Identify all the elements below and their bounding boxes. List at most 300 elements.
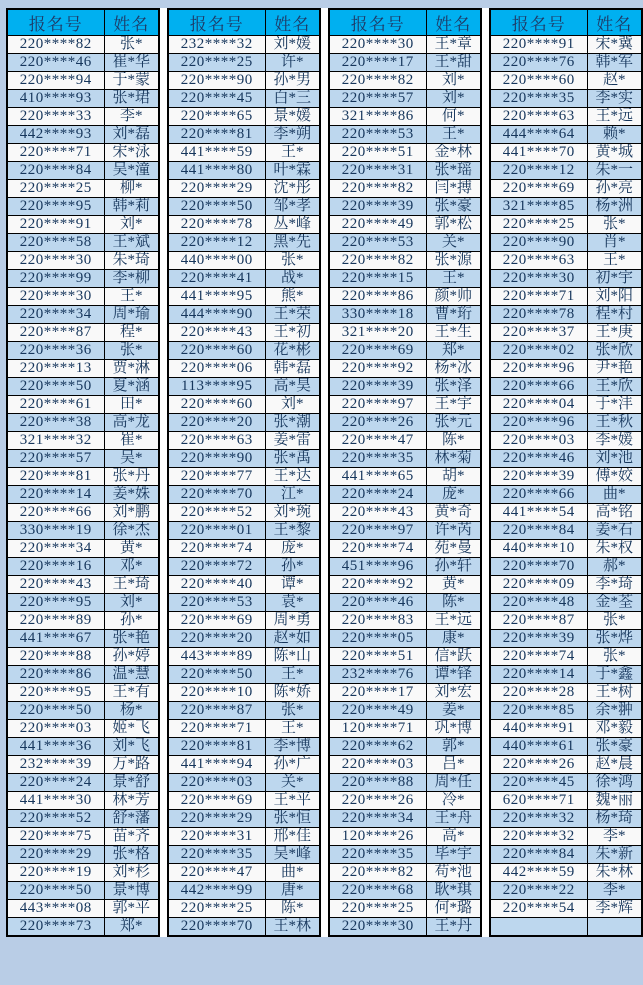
registration-id-cell: 220****40 xyxy=(168,576,265,594)
registration-id-cell: 220****03 xyxy=(490,432,587,450)
table-row xyxy=(168,216,320,234)
table-row xyxy=(168,144,320,162)
registration-id-cell: 220****63 xyxy=(490,108,587,126)
name-cell: 张*潮 xyxy=(265,414,320,432)
registration-id-cell: 321****32 xyxy=(7,432,104,450)
registration-id-cell: 440****00 xyxy=(168,252,265,270)
header-name: 姓名 xyxy=(265,9,320,36)
registration-id-cell: 220****17 xyxy=(329,684,426,702)
table-row xyxy=(490,738,642,756)
table-row xyxy=(329,504,481,522)
registration-id-cell: 220****82 xyxy=(329,180,426,198)
table-row xyxy=(168,90,320,108)
name-cell: 刘*媛 xyxy=(265,36,320,54)
table-row xyxy=(7,522,159,540)
name-cell: 黄*奇 xyxy=(426,504,481,522)
name-cell: 万*路 xyxy=(104,756,159,774)
table-row xyxy=(168,180,320,198)
table-row xyxy=(168,198,320,216)
name-cell: 王*丹 xyxy=(426,918,481,937)
registration-id-cell: 220****99 xyxy=(7,270,104,288)
registration-id-cell: 220****15 xyxy=(329,270,426,288)
registration-id-cell: 220****43 xyxy=(7,576,104,594)
table-row xyxy=(490,648,642,666)
table-row xyxy=(490,576,642,594)
name-cell: 苑*曼 xyxy=(426,540,481,558)
registration-id-cell: 220****47 xyxy=(168,864,265,882)
table-row xyxy=(329,612,481,630)
name-cell: 孙*婷 xyxy=(104,648,159,666)
name-cell: 赵*晨 xyxy=(587,756,642,774)
table-row xyxy=(490,684,642,702)
registration-id-cell: 441****94 xyxy=(168,756,265,774)
registration-id-cell: 220****61 xyxy=(7,396,104,414)
registration-id-cell: 220****92 xyxy=(329,576,426,594)
registration-id-cell: 220****30 xyxy=(490,270,587,288)
registration-id-cell: 220****30 xyxy=(329,36,426,54)
name-cell: 徐*杰 xyxy=(104,522,159,540)
name-cell: 郑* xyxy=(426,342,481,360)
table-row xyxy=(168,414,320,432)
table-row xyxy=(329,918,481,937)
table-row xyxy=(329,702,481,720)
table-row xyxy=(168,792,320,810)
table-row xyxy=(7,252,159,270)
registration-id-cell: 220****35 xyxy=(329,846,426,864)
table-row xyxy=(168,558,320,576)
registration-id-cell: 120****26 xyxy=(329,828,426,846)
table-row xyxy=(168,594,320,612)
registration-id-cell: 220****87 xyxy=(490,612,587,630)
table-row xyxy=(7,270,159,288)
table-row xyxy=(329,540,481,558)
table-row xyxy=(329,648,481,666)
header-row xyxy=(168,9,320,36)
registration-id-cell: 220****82 xyxy=(329,72,426,90)
name-cell: 陈*娇 xyxy=(265,684,320,702)
table-row xyxy=(490,342,642,360)
name-cell: 王*章 xyxy=(426,36,481,54)
name-cell: 杨*冰 xyxy=(426,360,481,378)
name-cell: 周*勇 xyxy=(265,612,320,630)
name-cell: 朱*林 xyxy=(587,864,642,882)
table-row xyxy=(7,666,159,684)
registration-id-cell: 220****63 xyxy=(490,252,587,270)
name-cell: 李*博 xyxy=(265,738,320,756)
registration-id-cell: 220****82 xyxy=(329,252,426,270)
registration-table-3 xyxy=(328,8,482,937)
table-row xyxy=(168,450,320,468)
table-row xyxy=(329,468,481,486)
name-cell: 许* xyxy=(265,54,320,72)
registration-id-cell: 220****69 xyxy=(168,792,265,810)
table-row xyxy=(7,180,159,198)
name-cell: 于*鑫 xyxy=(587,666,642,684)
registration-id-cell: 220****81 xyxy=(168,738,265,756)
registration-id-cell: 220****71 xyxy=(168,720,265,738)
registration-id-cell: 220****96 xyxy=(490,360,587,378)
name-cell: 陈* xyxy=(265,900,320,918)
table-row xyxy=(490,378,642,396)
table-row xyxy=(7,594,159,612)
table-row xyxy=(168,504,320,522)
name-cell: 景*博 xyxy=(104,882,159,900)
table-row xyxy=(7,432,159,450)
name-cell: 赖* xyxy=(587,126,642,144)
table-row xyxy=(490,396,642,414)
table-row xyxy=(168,360,320,378)
name-cell: 尹*艳 xyxy=(587,360,642,378)
name-cell: 王* xyxy=(426,270,481,288)
registration-id-cell: 220****81 xyxy=(7,468,104,486)
registration-id-cell: 321****86 xyxy=(329,108,426,126)
name-cell: 刘*杉 xyxy=(104,864,159,882)
registration-id-cell: 220****50 xyxy=(7,702,104,720)
header-row xyxy=(490,9,642,36)
table-row xyxy=(329,270,481,288)
registration-id-cell: 220****88 xyxy=(7,648,104,666)
name-cell: 叶*霖 xyxy=(265,162,320,180)
name-cell: 关* xyxy=(265,774,320,792)
registration-id-cell: 220****02 xyxy=(490,342,587,360)
name-cell: 刘*飞 xyxy=(104,738,159,756)
table-row xyxy=(329,828,481,846)
registration-id-cell: 220****31 xyxy=(329,162,426,180)
registration-id-cell: 220****75 xyxy=(7,828,104,846)
table-row xyxy=(490,144,642,162)
name-cell: 黄*城 xyxy=(587,144,642,162)
registration-id-cell: 220****35 xyxy=(490,90,587,108)
name-cell: 李* xyxy=(587,828,642,846)
name-cell: 朱*权 xyxy=(587,540,642,558)
table-row xyxy=(490,504,642,522)
registration-id-cell: 220****46 xyxy=(490,450,587,468)
name-cell: 康* xyxy=(426,630,481,648)
table-row xyxy=(329,306,481,324)
name-cell: 邓*毅 xyxy=(587,720,642,738)
registration-id-cell: 220****91 xyxy=(490,36,587,54)
table-row xyxy=(168,882,320,900)
registration-id-cell: 220****03 xyxy=(168,774,265,792)
name-cell: 杨*琦 xyxy=(587,810,642,828)
table-row xyxy=(7,396,159,414)
table-row xyxy=(490,846,642,864)
registration-id-cell: 220****69 xyxy=(168,612,265,630)
name-cell: 张* xyxy=(265,702,320,720)
name-cell: 熊* xyxy=(265,288,320,306)
registration-id-cell: 220****39 xyxy=(490,630,587,648)
table-row xyxy=(168,162,320,180)
table-row xyxy=(168,396,320,414)
registration-id-cell: 220****71 xyxy=(490,288,587,306)
header-name: 姓名 xyxy=(426,9,481,36)
name-cell: 张*恒 xyxy=(265,810,320,828)
registration-id-cell xyxy=(490,918,587,937)
name-cell: 唐* xyxy=(265,882,320,900)
name-cell: 周*任 xyxy=(426,774,481,792)
table-row xyxy=(329,144,481,162)
name-cell: 郝* xyxy=(587,558,642,576)
registration-id-cell: 220****46 xyxy=(329,594,426,612)
name-cell: 黑*先 xyxy=(265,234,320,252)
name-cell: 邢*佳 xyxy=(265,828,320,846)
registration-id-cell: 113****95 xyxy=(168,378,265,396)
registration-id-cell: 220****32 xyxy=(490,828,587,846)
table-row xyxy=(168,846,320,864)
name-cell: 张* xyxy=(104,342,159,360)
table-row xyxy=(168,378,320,396)
name-cell: 胡* xyxy=(426,468,481,486)
registration-id-cell: 220****82 xyxy=(329,864,426,882)
table-row xyxy=(490,666,642,684)
table-row xyxy=(7,792,159,810)
registration-id-cell: 444****64 xyxy=(490,126,587,144)
table-row xyxy=(490,522,642,540)
name-cell: 刘* xyxy=(265,396,320,414)
table-row xyxy=(7,54,159,72)
registration-id-cell: 220****83 xyxy=(329,612,426,630)
name-cell: 周*瑜 xyxy=(104,306,159,324)
registration-id-cell: 220****35 xyxy=(168,846,265,864)
registration-id-cell: 220****97 xyxy=(329,396,426,414)
table-row xyxy=(490,54,642,72)
table-row xyxy=(168,810,320,828)
registration-id-cell: 220****14 xyxy=(7,486,104,504)
name-cell: 赵* xyxy=(587,72,642,90)
name-cell: 战* xyxy=(265,270,320,288)
name-cell: 夏*涵 xyxy=(104,378,159,396)
registration-id-cell: 220****39 xyxy=(490,468,587,486)
name-cell: 张*元 xyxy=(426,414,481,432)
name-cell: 邓* xyxy=(104,558,159,576)
name-cell: 谭*铎 xyxy=(426,666,481,684)
table-row xyxy=(168,738,320,756)
registration-id-cell: 220****39 xyxy=(329,378,426,396)
name-cell: 江* xyxy=(265,486,320,504)
registration-id-cell: 220****09 xyxy=(490,576,587,594)
registration-id-cell: 220****35 xyxy=(329,450,426,468)
name-cell: 宋*冀 xyxy=(587,36,642,54)
registration-id-cell: 220****78 xyxy=(168,216,265,234)
header-registration-id: 报名号 xyxy=(7,9,104,36)
table-row xyxy=(329,630,481,648)
registration-id-cell: 220****16 xyxy=(7,558,104,576)
name-cell: 李*朔 xyxy=(265,126,320,144)
table-row xyxy=(168,666,320,684)
name-cell: 程*村 xyxy=(587,306,642,324)
name-cell: 王*斌 xyxy=(104,234,159,252)
table-row xyxy=(168,72,320,90)
registration-id-cell: 220****95 xyxy=(7,684,104,702)
name-cell: 杨* xyxy=(104,702,159,720)
registration-id-cell: 232****76 xyxy=(329,666,426,684)
registration-id-cell: 220****51 xyxy=(329,144,426,162)
registration-id-cell: 330****18 xyxy=(329,306,426,324)
name-cell: 庞* xyxy=(426,486,481,504)
name-cell: 王*欣 xyxy=(587,378,642,396)
table-row xyxy=(329,684,481,702)
registration-id-cell: 220****01 xyxy=(168,522,265,540)
name-cell: 吴*峰 xyxy=(265,846,320,864)
name-cell: 姬*飞 xyxy=(104,720,159,738)
name-cell: 张*珺 xyxy=(104,90,159,108)
name-cell: 张*泽 xyxy=(426,378,481,396)
registration-id-cell: 220****69 xyxy=(490,180,587,198)
registration-id-cell: 220****26 xyxy=(490,756,587,774)
name-cell: 孙* xyxy=(265,558,320,576)
table-row xyxy=(490,72,642,90)
registration-id-cell: 220****66 xyxy=(490,378,587,396)
name-cell: 许*芮 xyxy=(426,522,481,540)
registration-id-cell: 442****59 xyxy=(490,864,587,882)
name-cell: 孙*亮 xyxy=(587,180,642,198)
table-row xyxy=(7,90,159,108)
registration-id-cell: 220****03 xyxy=(7,720,104,738)
name-cell: 王*秋 xyxy=(587,414,642,432)
table-row xyxy=(7,324,159,342)
table-row xyxy=(7,288,159,306)
name-cell: 魏*丽 xyxy=(587,792,642,810)
registration-id-cell: 220****17 xyxy=(329,54,426,72)
registration-id-cell: 220****34 xyxy=(7,540,104,558)
registration-id-cell: 220****45 xyxy=(168,90,265,108)
name-cell: 姜*石 xyxy=(587,522,642,540)
table-row xyxy=(490,198,642,216)
registration-id-cell: 220****30 xyxy=(7,252,104,270)
table-row xyxy=(490,594,642,612)
registration-id-cell: 220****70 xyxy=(490,558,587,576)
name-cell: 傅*姣 xyxy=(587,468,642,486)
table-row xyxy=(7,684,159,702)
table-row xyxy=(490,630,642,648)
name-cell: 朱*新 xyxy=(587,846,642,864)
registration-id-cell: 220****91 xyxy=(7,216,104,234)
registration-id-cell: 220****43 xyxy=(329,504,426,522)
table-row xyxy=(329,108,481,126)
name-cell: 刘* xyxy=(104,594,159,612)
table-row xyxy=(7,198,159,216)
table-row xyxy=(490,216,642,234)
name-cell: 刘* xyxy=(426,90,481,108)
registration-id-cell: 410****93 xyxy=(7,90,104,108)
name-cell: 张*格 xyxy=(104,846,159,864)
registration-id-cell: 442****93 xyxy=(7,126,104,144)
table-row xyxy=(168,54,320,72)
registration-id-cell: 440****10 xyxy=(490,540,587,558)
registration-id-cell: 220****10 xyxy=(168,684,265,702)
registration-id-cell: 220****86 xyxy=(7,666,104,684)
table-row xyxy=(168,36,320,54)
table-row xyxy=(7,414,159,432)
registration-id-cell: 220****50 xyxy=(168,198,265,216)
table-row xyxy=(329,486,481,504)
name-cell: 肖* xyxy=(587,234,642,252)
table-row xyxy=(168,612,320,630)
name-cell: 崔*华 xyxy=(104,54,159,72)
registration-id-cell: 321****20 xyxy=(329,324,426,342)
table-row xyxy=(490,126,642,144)
table-row xyxy=(168,774,320,792)
registration-id-cell: 220****48 xyxy=(490,594,587,612)
name-cell: 张* xyxy=(104,36,159,54)
registration-id-cell: 220****50 xyxy=(7,882,104,900)
table-row xyxy=(329,594,481,612)
table-row xyxy=(490,90,642,108)
header-registration-id: 报名号 xyxy=(490,9,587,36)
name-cell: 王* xyxy=(426,126,481,144)
name-cell: 景*媛 xyxy=(265,108,320,126)
registration-id-cell: 441****65 xyxy=(329,468,426,486)
name-cell: 曹*珩 xyxy=(426,306,481,324)
table-row xyxy=(490,540,642,558)
name-cell: 贾*淋 xyxy=(104,360,159,378)
table-row xyxy=(329,72,481,90)
registration-id-cell: 220****82 xyxy=(7,36,104,54)
name-cell: 程* xyxy=(104,324,159,342)
name-cell: 李*辉 xyxy=(587,900,642,918)
registration-id-cell: 220****26 xyxy=(329,414,426,432)
name-cell: 沈*彤 xyxy=(265,180,320,198)
name-cell: 孙*广 xyxy=(265,756,320,774)
registration-id-cell: 220****97 xyxy=(329,522,426,540)
name-cell: 张* xyxy=(587,216,642,234)
registration-id-cell: 220****72 xyxy=(168,558,265,576)
table-row xyxy=(168,756,320,774)
table-row xyxy=(490,774,642,792)
table-row xyxy=(7,738,159,756)
table-row xyxy=(7,648,159,666)
table-row xyxy=(490,234,642,252)
registration-id-cell: 220****86 xyxy=(329,288,426,306)
name-cell: 徐*鸿 xyxy=(587,774,642,792)
registration-id-cell: 220****92 xyxy=(329,360,426,378)
registration-id-cell: 441****36 xyxy=(7,738,104,756)
registration-id-cell: 620****71 xyxy=(490,792,587,810)
table-row xyxy=(329,414,481,432)
registration-id-cell: 220****53 xyxy=(329,234,426,252)
registration-id-cell: 451****96 xyxy=(329,558,426,576)
registration-id-cell: 220****19 xyxy=(7,864,104,882)
table-row xyxy=(329,378,481,396)
table-row xyxy=(7,846,159,864)
table-row xyxy=(490,864,642,882)
name-cell: 王*荣 xyxy=(265,306,320,324)
table-row xyxy=(329,810,481,828)
table-row xyxy=(7,756,159,774)
name-cell: 李* xyxy=(587,882,642,900)
registration-id-cell: 220****81 xyxy=(168,126,265,144)
name-cell: 颜*帅 xyxy=(426,288,481,306)
registration-id-cell: 220****71 xyxy=(7,144,104,162)
name-cell: 陈* xyxy=(426,432,481,450)
name-cell: 吕* xyxy=(426,756,481,774)
table-row xyxy=(490,612,642,630)
registration-id-cell: 220****87 xyxy=(7,324,104,342)
registration-id-cell: 441****54 xyxy=(490,504,587,522)
registration-id-cell: 220****51 xyxy=(329,648,426,666)
registration-id-cell: 220****84 xyxy=(490,522,587,540)
table-row xyxy=(329,288,481,306)
name-cell: 高* xyxy=(426,828,481,846)
table-row xyxy=(168,900,320,918)
table-row xyxy=(490,720,642,738)
name-cell: 高*铭 xyxy=(587,504,642,522)
table-row xyxy=(7,900,159,918)
registration-id-cell: 220****28 xyxy=(490,684,587,702)
registration-id-cell: 220****57 xyxy=(7,450,104,468)
name-cell: 丛*峰 xyxy=(265,216,320,234)
registration-id-cell: 441****59 xyxy=(168,144,265,162)
